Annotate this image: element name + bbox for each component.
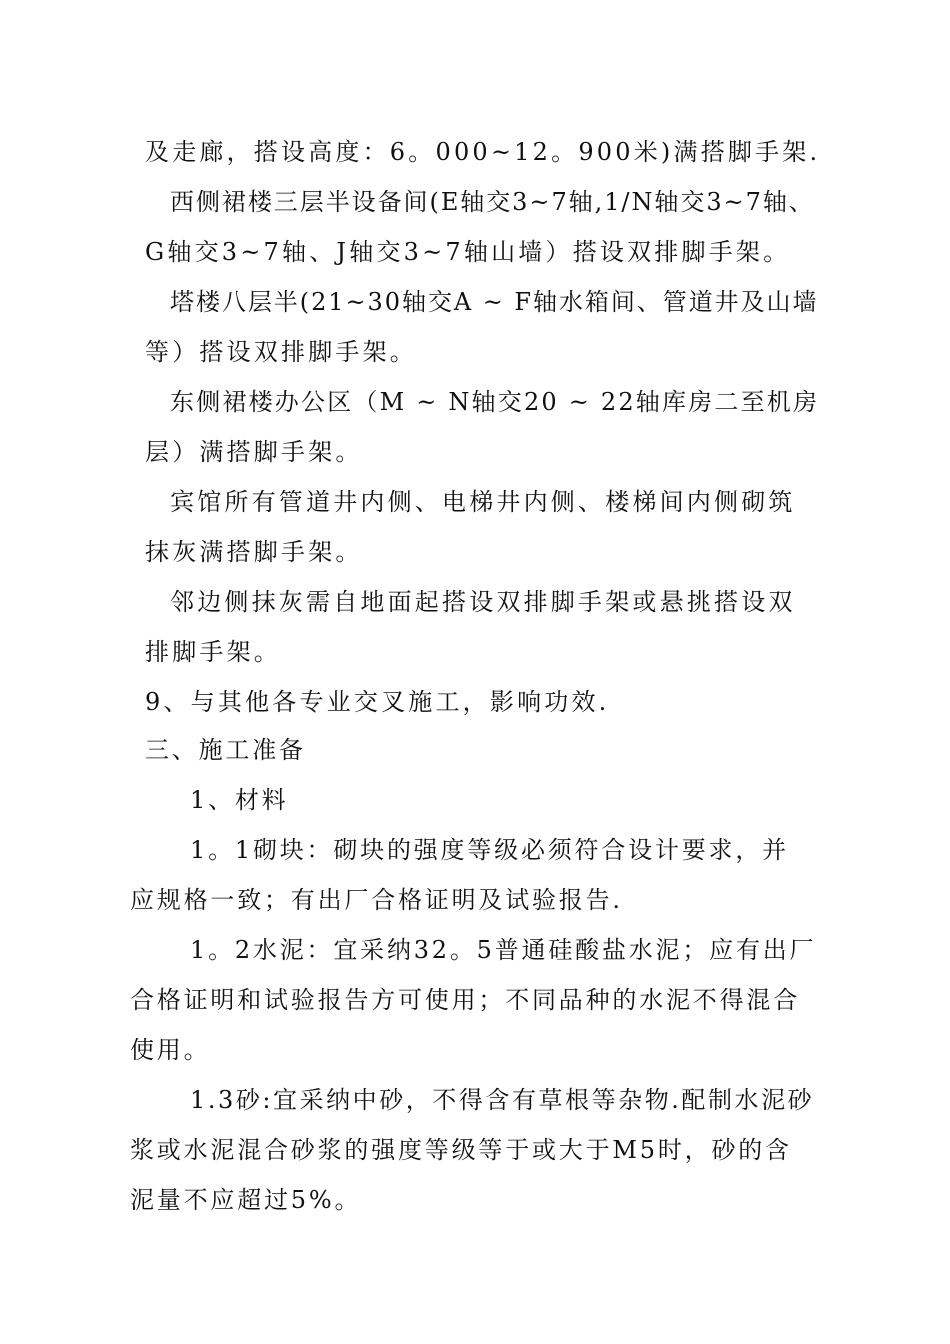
text-line: 等）搭设双排脚手架。 [145,338,417,366]
text-line: 泥量不应超过5%。 [130,1186,362,1214]
text-line: 1。2水泥：宜采纳32。5普通硅酸盐水泥；应有出厂 [190,936,817,964]
text-line: 邻边侧抹灰需自地面起搭设双排脚手架或悬挑搭设双 [170,588,796,616]
text-line: 1。1砌块：砌块的强度等级必须符合设计要求，并 [190,836,789,864]
text-line: G轴交3~7轴、J轴交3~7轴山墙）搭设双排脚手架。 [145,238,791,266]
text-line: 合格证明和试验报告方可使用；不同品种的水泥不得混合 [130,986,800,1014]
text-line: 抹灰满搭脚手架。 [145,538,363,566]
text-line: 及走廊，搭设高度：6。000~12。900米)满搭脚手架. [145,138,821,166]
text-line: 排脚手架。 [145,638,281,666]
text-line: 层）满搭脚手架。 [145,438,363,466]
subsection-heading: 1、材料 [190,786,289,814]
text-line: 塔楼八层半(21~30轴交A ~ F轴水箱间、管道井及山墙 [170,288,819,316]
text-line: 宾馆所有管道井内侧、电梯井内侧、楼梯间内侧砌筑 [170,488,796,516]
text-line: 9、与其他各专业交叉施工，影响功效. [145,688,610,716]
text-line: 1.3砂:宜采纳中砂，不得含有草根等杂物.配制水泥砂 [190,1086,815,1114]
section-heading: 三、施工准备 [145,736,306,764]
text-line: 东侧裙楼办公区（M ~ N轴交20 ~ 22轴库房二至机房 [170,388,820,416]
text-line: 西侧裙楼三层半设备间(E轴交3~7轴,1/N轴交3~7轴、 [170,188,815,216]
text-line: 应规格一致；有出厂合格证明及试验报告. [130,886,623,914]
text-line: 使用。 [130,1036,211,1064]
text-line: 浆或水泥混合砂浆的强度等级等于或大于M5时，砂的含 [130,1136,792,1164]
